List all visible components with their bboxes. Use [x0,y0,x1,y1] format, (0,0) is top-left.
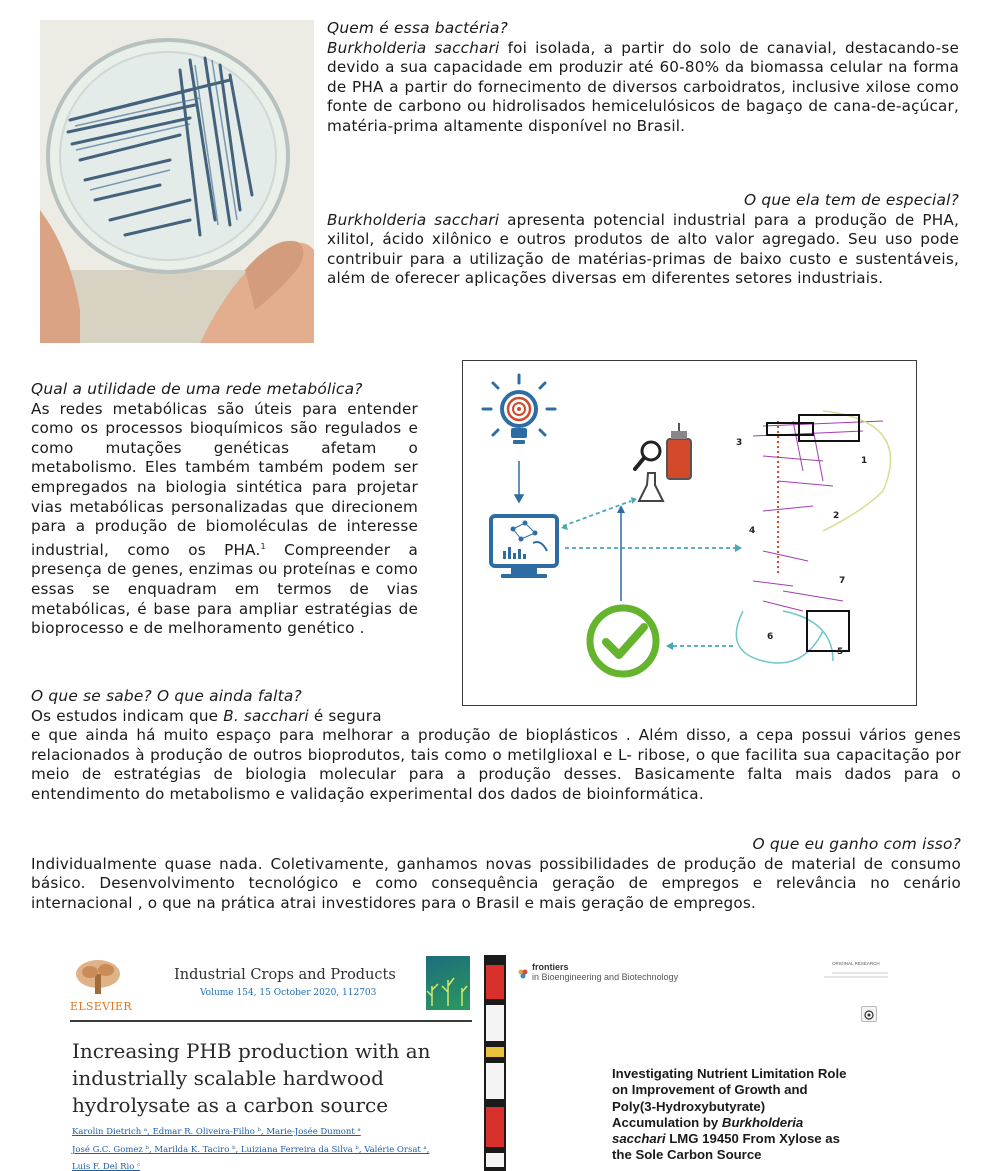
species-name: B. sacchari [223,706,309,725]
intro-text-end: é segura [308,706,382,725]
body-text: As redes metabólicas são úteis para entender como os processos bioquímicos são regulados e como mutações genéticas afetam o metabolismo. Eles também também podem ser empregados na biologia sintética para projetar vias metabólicas personalizadas que direcionem para a produção de biomoléculas de interesse industrial, como os PHA. [31,399,418,559]
species-genus: Burkholderia [721,1114,804,1130]
elsevier-tree-logo [70,956,126,1002]
magnifier-icon [635,442,660,469]
title-line-2: on Improvement of Growth and [612,1082,808,1098]
section-rede-metabolica [31,380,418,639]
section-quem-e-essa-bacteria [327,19,959,137]
section-heading: O que eu ganho com isso? [752,835,961,853]
title-line-6: the Sole Carbon Source [612,1147,762,1163]
frontiers-brand: frontiers [532,962,569,972]
lightbulb-icon [483,375,555,444]
section-heading: O que se sabe? O que ainda falta? [31,687,302,705]
paper-industrial-crops [66,950,472,1171]
section-o-que-se-sabe [31,687,961,805]
journal-cover [426,956,470,1010]
pathway-label-5: 5 [837,647,844,657]
frontiers-logo-icon [518,964,528,974]
intro-text: Os estudos indicam que [31,706,224,725]
pathway-label-1: 1 [861,456,868,466]
section-body: Individualmente quase nada. Coletivamente, ganhamos novas possibilidades de produção de material de consumo básico. Desenvolvimento tecnológico e como consequência geração de empregos e relevância no cenário internacional , o que na prática atrai investidores para o Brasil e mais geração de empregos. [31,854,961,912]
section-body [31,400,418,639]
petri-dish-photo [40,20,314,343]
metabolic-network-diagram [462,360,917,706]
section-o-que-ela-tem-de-especial [327,191,959,289]
authors-line-2: José G.C. Gomez ᵇ, Marilda K. Taciro ᵇ, Luiziana Ferreira da Silva ᵇ, Valérie Orsat ᵃ, [72,1145,430,1155]
paper-title: Increasing PHB production with an industrially scalable hardwood hydrolysate as a carbon source [72,1039,431,1117]
open-access-badge-icon [861,1006,877,1022]
body-text: apresenta potencial industrial para a produção de PHA, xilitol, ácido xilônico e outros produtos de alto valor agregado. Seu uso pode contribuir para a utilização de matérias-primas de baixo custo e sustentáveis, além de oferecer aplicações diversas em diferentes setores industriais. [327,210,960,288]
species-name: Burkholderia sacchari [327,210,500,229]
check-circle-icon [590,608,656,674]
section-heading: Quem é essa bactéria? [327,19,508,37]
pathway-label-2: 2 [833,511,840,521]
title-line-3: Poly(3-Hydroxybutyrate) [612,1098,766,1114]
diagram-graphic [463,361,916,705]
article-meta-lines [820,970,890,984]
section-heading: Qual a utilidade de uma rede metabólica? [31,380,363,398]
pathway-label-6: 6 [767,632,774,642]
section-body: e que ainda há muito espaço para melhorar a produção de bioplásticos . Além disso, a cepa possui vários genes relacionados à produção de outros bioprodutos, tais como o metilglioxal e L- ribose, o que facilita sua capacitação por meio de estratégias de biologia molecular para a produção desses. Basicamente falta mais dados para o entendimento do metabolismo e validação experimental dos dados de bioinformática. [31,726,961,803]
paper-frontiers [506,942,891,1171]
species-name: Burkholderia sacchari [327,38,500,57]
reference-superscript: 1 [260,541,266,551]
section-heading: O que ela tem de especial? [743,191,959,209]
metabolic-map [736,411,891,663]
section-body [327,211,959,289]
divider [70,1020,472,1022]
body-text: foi isolada, a partir do solo de canavial, destacando-se devido a sua capacidade em produzir até 60-80% da biomassa celular na forma de PHA a partir do fornecimento de diversos carboidratos, inclusive xilose como fonte de carbono ou hidrolisados hemicelulósicos de bagaço de cana-de-açúcar, matéria-prima altamente disponível no Brasil. [327,38,959,135]
petri-dish-illustration [40,20,314,343]
flask-icon [639,473,663,501]
authors-line-1: Karolin Dietrich ᵃ, Edmar R. Oliveira-Filho ᵇ, Marie-Josée Dumont ᵃ [72,1127,361,1137]
title-text: LMG 19450 From Xylose as [665,1131,840,1147]
title-line-1: Investigating Nutrient Limitation Role [612,1066,847,1081]
bioreactor-icon [667,423,691,479]
body-text-continued: Compreender a presença de genes, enzimas ou proteínas e como essas se enquadram em termos de vias metabólicas, é base para ampliar estratégias de bioprocesso e de melhoramento genético . [31,540,419,638]
computer-icon [491,516,557,578]
title-text: Accumulation by [612,1114,722,1130]
journal-name: Industrial Crops and Products [174,967,396,983]
species-epithet: sacchari [612,1131,666,1147]
volume-info: Volume 154, 15 October 2020, 112703 [200,988,377,998]
paper-title [612,1066,887,1164]
authors-line-3: Luis F. Del Rio ᶜ [72,1162,141,1171]
section-o-que-eu-ganho [31,835,961,913]
section-body [327,39,959,137]
article-type: ORIGINAL RESEARCH [832,961,880,966]
pathway-label-3: 3 [736,438,743,448]
pathway-label-4: 4 [749,526,756,536]
pathway-label-7: 7 [839,576,846,586]
section-intro-line [31,707,961,727]
title-line-4 [612,1115,887,1131]
publisher-name: ELSEVIER [70,1000,132,1013]
title-line-5 [612,1131,887,1147]
journal-cover-strip [484,955,506,1171]
journal-name: in Bioengineering and Biotechnology [532,972,679,982]
